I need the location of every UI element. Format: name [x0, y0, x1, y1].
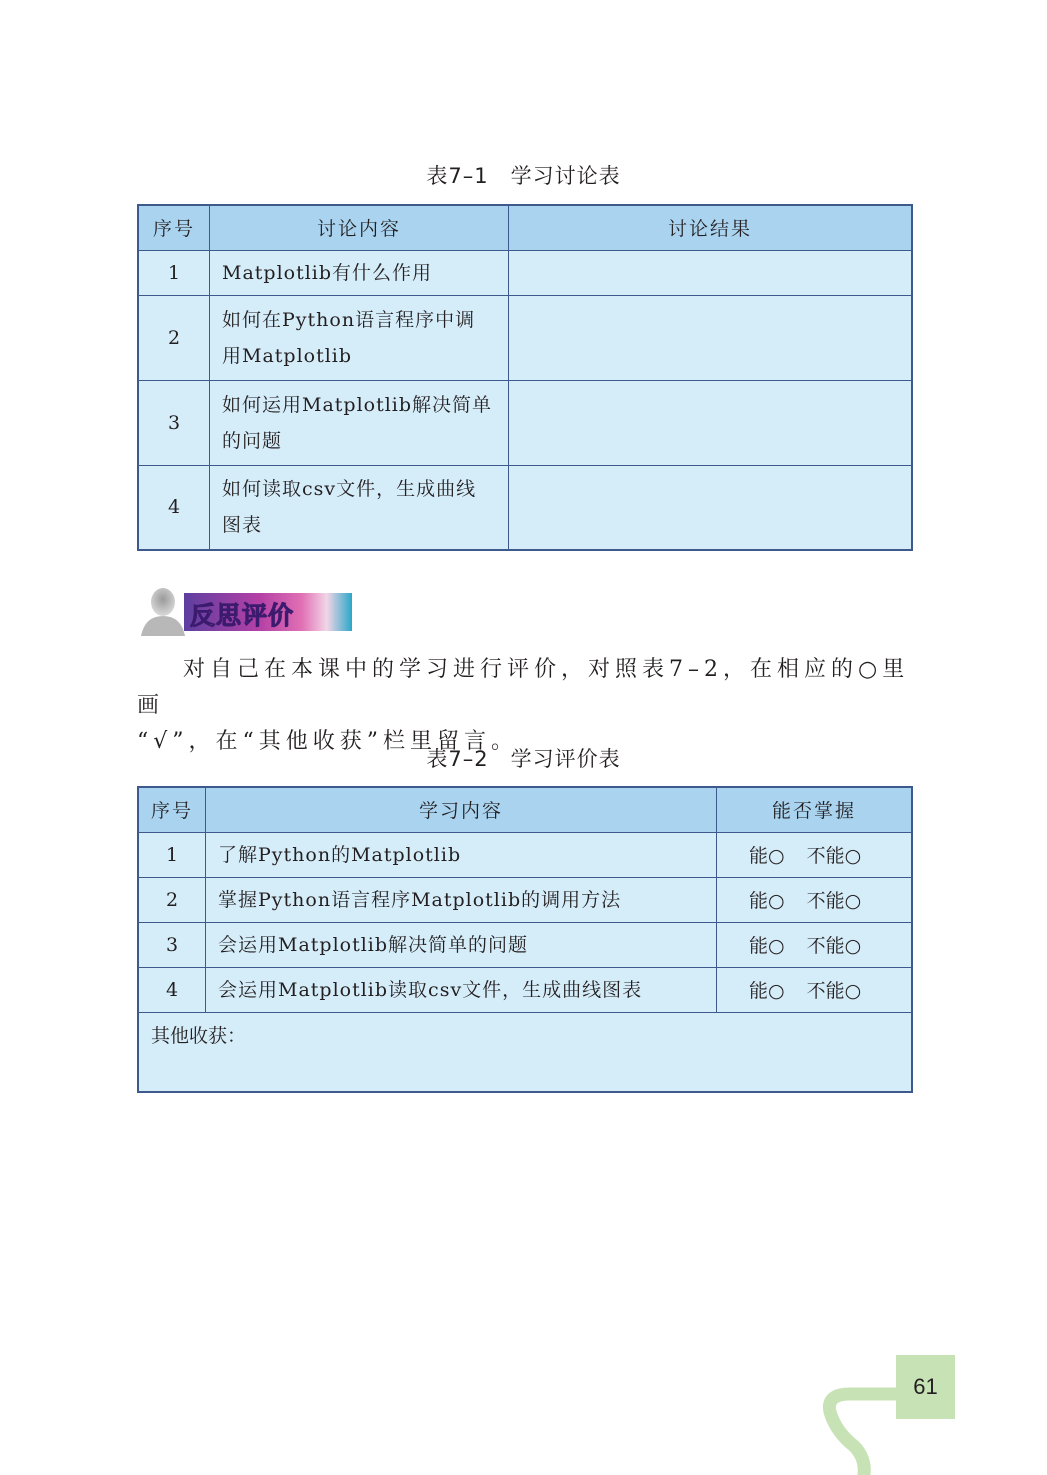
- option-cannot[interactable]: 不能○: [806, 845, 862, 867]
- evaluation-table: [137, 786, 913, 1093]
- content-line: 图表: [222, 514, 263, 537]
- table-row: [138, 877, 912, 922]
- row-number: 1: [138, 250, 210, 295]
- mastery-options: [717, 877, 913, 922]
- row-number: 3: [138, 380, 210, 465]
- row-content: [210, 250, 509, 295]
- page-decoration-curve: [820, 1380, 900, 1475]
- table-header-row: [138, 787, 912, 832]
- header-serial: 序号: [138, 787, 206, 832]
- row-number: 3: [138, 922, 206, 967]
- student-avatar-icon: [139, 584, 185, 636]
- row-content: 了解Python的Matplotlib: [206, 832, 717, 877]
- row-number: 4: [138, 967, 206, 1012]
- table-row: [138, 250, 912, 295]
- table1-caption: 表7–1 学习讨论表: [426, 164, 621, 188]
- mastery-options: [717, 832, 913, 877]
- content-line: 如何运用Matplotlib解决简单: [222, 393, 493, 416]
- option-can[interactable]: 能○: [749, 845, 785, 867]
- content-line: 如何在Python语言程序中调: [222, 308, 476, 331]
- option-can[interactable]: 能○: [749, 935, 785, 957]
- option-can[interactable]: 能○: [749, 890, 785, 912]
- option-can[interactable]: 能○: [749, 980, 785, 1002]
- content-line: 用Matplotlib: [222, 344, 353, 367]
- other-gains-cell[interactable]: [138, 1012, 912, 1092]
- table-row: [138, 465, 912, 550]
- table-row: [138, 295, 912, 380]
- section-badge-label: 反思评价: [190, 601, 295, 630]
- option-cannot[interactable]: 不能○: [806, 890, 862, 912]
- table-row: [138, 922, 912, 967]
- option-cannot[interactable]: 不能○: [806, 980, 862, 1002]
- row-number: 2: [138, 877, 206, 922]
- row-number: 1: [138, 832, 206, 877]
- content-line: 如何读取csv文件，生成曲线: [222, 478, 477, 501]
- row-content: [210, 295, 509, 380]
- result-cell[interactable]: [509, 380, 913, 465]
- mastery-options: [717, 967, 913, 1012]
- header-discussion-result: 讨论结果: [509, 205, 913, 250]
- row-content: [210, 380, 509, 465]
- row-content: [210, 465, 509, 550]
- other-gains-label: 其他收获：: [151, 1024, 247, 1047]
- result-cell[interactable]: [509, 250, 913, 295]
- other-gains-row: [138, 1012, 912, 1092]
- table-header-row: [138, 205, 912, 250]
- discussion-table: [137, 204, 913, 551]
- page-number: 61: [896, 1355, 955, 1419]
- option-cannot[interactable]: 不能○: [806, 935, 862, 957]
- table2-caption: 表7–2 学习评价表: [426, 747, 621, 771]
- row-content: 掌握Python语言程序Matplotlib的调用方法: [206, 877, 717, 922]
- content-line: Matplotlib有什么作用: [222, 261, 433, 284]
- mastery-options: [717, 922, 913, 967]
- paragraph-line: 对自己在本课中的学习进行评价，对照表7–2，在相应的○里画: [137, 657, 910, 718]
- result-cell[interactable]: [509, 295, 913, 380]
- header-serial: 序号: [138, 205, 210, 250]
- table-row: [138, 380, 912, 465]
- result-cell[interactable]: [509, 465, 913, 550]
- header-discussion-content: 讨论内容: [210, 205, 509, 250]
- table-row: [138, 832, 912, 877]
- paragraph-line: “√”，在“其他收获”栏里留言。: [137, 729, 519, 754]
- content-line: 的问题: [222, 429, 283, 452]
- row-number: 2: [138, 295, 210, 380]
- header-learning-content: 学习内容: [206, 787, 717, 832]
- row-content: 会运用Matplotlib读取csv文件，生成曲线图表: [206, 967, 717, 1012]
- header-mastery: 能否掌握: [717, 787, 913, 832]
- row-number: 4: [138, 465, 210, 550]
- section-badge: [184, 593, 352, 631]
- row-content: 会运用Matplotlib解决简单的问题: [206, 922, 717, 967]
- table-row: [138, 967, 912, 1012]
